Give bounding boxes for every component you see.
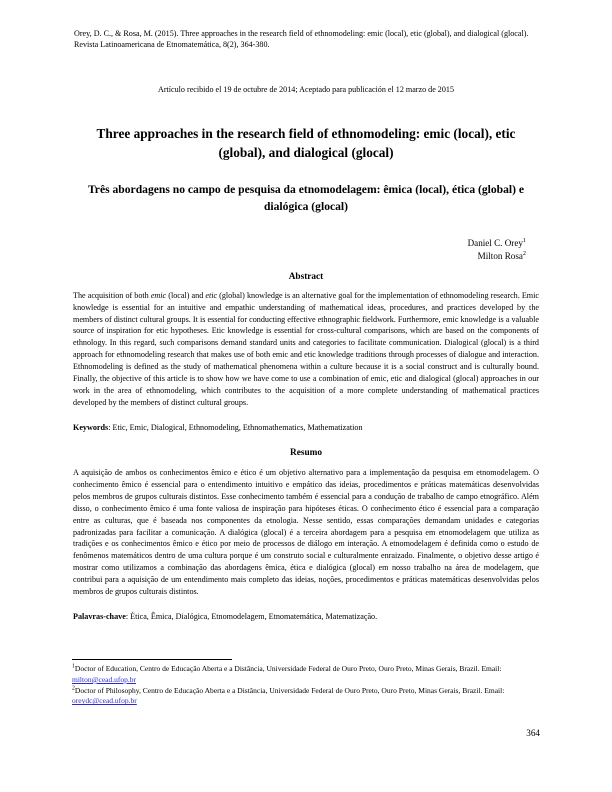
citation-reference: Orey, D. C., & Rosa, M. (2015). Three approaches in the research field of ethnomodeling: emic (local), etic (global), and dialogical (glocal). Revista Latinoamericana de Etnomatemática, 8(2), 364-380. bbox=[74, 29, 529, 50]
abstract-text-2: (local) and bbox=[166, 290, 206, 300]
footnote-email-link[interactable]: oreydc@cead.ufop.br bbox=[72, 696, 137, 706]
abstract-text-1: The acquisition of both bbox=[73, 290, 151, 300]
footnote-email-link[interactable]: milton@cead.ufop.br bbox=[72, 674, 136, 684]
keywords-portuguese bbox=[72, 611, 540, 623]
author-entry bbox=[72, 250, 526, 263]
abstract-body bbox=[72, 290, 540, 409]
author-name: Daniel C. Orey bbox=[467, 237, 523, 248]
abstract-text-3: (global) knowledge is an alternative goal for the implementation of ethnomodeling research. Emic knowledge is essential for an intuitive and empathic understanding of mathematical ideas, procedures, and practices developed by the members of distinct cultural groups. It is essential for conducting effective ethnographic fieldwork. Furthermore, emic knowledge is a valuable source of inspiration for etic hypotheses. Etic knowledge is essential for cross-cultural comparisons, which are based on the components of ethnology. In this regard, such comparisons demand standard units and categories to facilitate communication. Dialogical (glocal) is a third approach for ethnomodeling research that makes use of both emic and etic knowledge traditions through processes of dialogue and interaction. Ethnomodeling is defined as the study of mathematical phenomena within a culture because it is a social construct and is culturally bound. Finally, the objective of this article is to show how we have come to use a combination of emic, etic and dialogical (glocal) approaches in our work in the area of ethnomodeling, which contributes to the acquisition of a more complete understanding of mathematical practices developed by the members of distinct cultural groups. bbox=[73, 290, 539, 407]
keywords-value: Ética, Êmica, Dialógica, Etnomodelagem, Etnomatemática, Matematização. bbox=[130, 611, 378, 621]
keywords-value: Etic, Emic, Dialogical, Ethnomodeling, Ethnomathematics, Mathematization bbox=[112, 423, 363, 433]
abstract-heading: Abstract bbox=[288, 271, 324, 282]
abstract-italic-etic: etic bbox=[205, 290, 218, 300]
author-list bbox=[72, 237, 540, 263]
footnote-text: Doctor of Education, Centro de Educação Aberta e a Distância, Universidade Federal de Ouro Preto, Ouro Preto, Minas Gerais, Brazil. Email: bbox=[74, 664, 502, 673]
author-footnote-marker: 1 bbox=[522, 236, 526, 244]
footnote-marker: 1 bbox=[72, 663, 75, 670]
abstract-italic-emic: emic bbox=[150, 290, 167, 300]
keywords-separator: : bbox=[125, 611, 131, 621]
keywords-label: Keywords bbox=[73, 423, 109, 433]
resumo-heading: Resumo bbox=[289, 448, 323, 459]
article-title-english: Three approaches in the research field of ethnomodeling: emic (local), etic (global), and dialogical (glocal) bbox=[96, 126, 516, 161]
footnote-item bbox=[72, 664, 540, 686]
resumo-body: A aquisição de ambos os conhecimentos êmico e ético é um objetivo alternativo para a implementação da pesquisa em etnomodelagem. O conhecimento êmico é essencial para o entendimento intuitivo e empático das ideias, procedimentos e práticas matemáticas desenvolvidas pelos membros de grupos culturais distintos. Esse conhecimento também é essencial para a condução de trabalho de campo etnográfico. Além disso, o conhecimento êmico é uma fonte valiosa de inspiração para hipóteses éticas. O conhecimento ético é essencial para a comparação entre as culturas, que é baseada nos componentes da etnologia. Nesse sentido, essas comparações demandam unidades e categorias padronizadas para facilitar a comunicação. A dialógica (glocal) é a terceira abordagem para a pesquisa em etnomodelagem que utiliza as tradições e os conhecimentos êmico e ético por meio de processos de diálogo em interação. A etnomodelagem é definida como o estudo de fenômenos matemáticos dentro de uma cultura porque é um construto social e culturalmente enraizado. Finalmente, o objetivo desse artigo é mostrar como utilizamos a combinação das abordagens êmica, ética e dialógica (glocal) em nosso trabalho na área de modelagem, que contribui para a aquisição de um entendimento mais completo das ideias, noções, procedimentos e práticas matemáticas desenvolvidas pelos membros de grupos culturais distintos. bbox=[73, 468, 539, 596]
article-title-portuguese: Três abordagens no campo de pesquisa da etnomodelagem: êmica (local), ética (global) e dialógica (glocal) bbox=[87, 183, 525, 213]
keywords-label: Palavras-chave bbox=[73, 611, 126, 621]
footnote-separator-rule bbox=[72, 659, 232, 660]
keywords-english bbox=[72, 422, 540, 434]
footnote-text: Doctor of Philosophy, Centro de Educação Aberta e a Distância, Universidade Federal de Ouro Preto, Ouro Preto, Minas Gerais, Brazil. Email: bbox=[74, 685, 505, 695]
footnote-marker: 2 bbox=[72, 685, 75, 692]
footnote-item bbox=[72, 686, 540, 708]
submission-dates: Artículo recibido el 19 de octubre de 2014; Aceptado para publicación el 12 marzo de 2015 bbox=[158, 84, 454, 94]
page-number: 364 bbox=[526, 728, 540, 738]
footnote-section bbox=[72, 659, 540, 707]
author-footnote-marker: 2 bbox=[522, 249, 526, 257]
author-entry bbox=[72, 237, 526, 250]
keywords-separator: : bbox=[108, 423, 113, 433]
author-name: Milton Rosa bbox=[477, 250, 523, 261]
